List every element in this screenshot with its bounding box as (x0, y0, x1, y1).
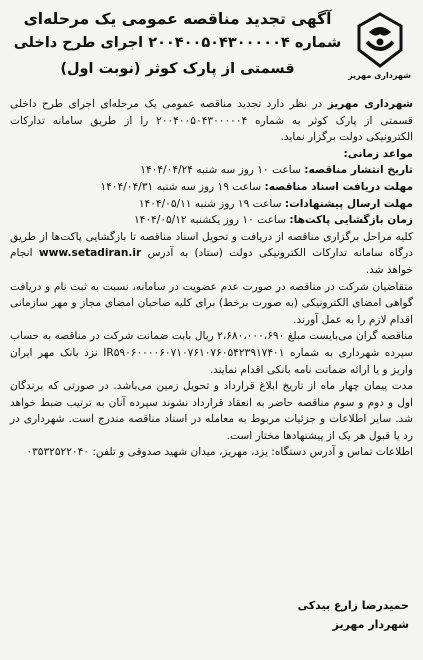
mayor-name: حمیدرضا زارع بیدکی (297, 599, 409, 612)
schedule-label: مهلت ارسال پیشنهادات: (284, 197, 413, 210)
schedule-value: ساعت ۱۹ روز سه شنبه ۱۴۰۴/۰۴/۳۱ (100, 180, 265, 193)
guarantee-paragraph: مناقصه گران می‌بایست مبلغ ۲،۶۸۰،۰۰۰،۶۹۰ ریال بابت ضمانت شرکت در مناقصه به حساب سپرده شهرداری به شماره IR۵۹۰۶۰۰۰۰۶۰۷۱۰۷۶۱۰۷۶۰۵۴۲۳۹۱۷۴۰۱ نزد بانک مهر ایران واریز و یا ارائه ضمانت نامه بانکی اقدام نمایند. (10, 330, 413, 376)
tender-number-line: شماره ۲۰۰۴۰۰۵۰۴۳۰۰۰۰۰۴ اجرای طرح داخلی (13, 35, 342, 51)
contract-terms-paragraph: مدت پیمان چهار ماه از تاریخ ابلاغ قرارداد و تحویل زمین می‌باشد. در صورتی که برندگان اول و دوم و سوم مناقصه حاضر به انعقاد قرارداد نشوند سپرده آنان به ترتیب ضبط خواهد شد. سایر اطلاعات و جزئیات مربوط به معامله در اسناد مناقصه مندرج است. شهرداری در رد یا قبول هر یک از پیشنهادها مختار است. (10, 380, 413, 442)
schedule-row (10, 162, 413, 179)
process-text: کلیه مراحل برگزاری مناقصه از دریافت و تحویل اسناد مناقصه تا بازگشایی پاکت‌ها از طریق درگاه سامانه تدارکات الکترونیکی دولت (ستاد) به آدرس (10, 230, 413, 260)
schedule-row (10, 196, 413, 213)
logo-emblem-icon (355, 12, 405, 70)
setad-url-link[interactable]: www.setadiran.ir (38, 247, 142, 260)
schedule-label: تاریخ انتشار مناقصه: (304, 164, 413, 177)
organization-name: شهرداری مهریز (327, 98, 413, 110)
logo-caption: شهرداری مهریز (348, 71, 411, 80)
process-text-end: انجام خواهد شد. (10, 247, 413, 276)
schedule-value: ساعت ۱۰ روز سه شنبه ۱۴۰۴/۰۴/۲۴ (140, 164, 305, 177)
notice-header (10, 8, 413, 90)
intro-text: در نظر دارد تجدید مناقصه عمومی یک مرحله‌ای اجرای طرح داخلی قسمتی از پارک کوثر به شماره ۲۰۰۴۰۰۵۰۴۳۰۰۰۰۰۴ را از طریق سامانه تدارکات الکترونیکی دولت برگزار نماید. (10, 98, 413, 144)
notice-titles (10, 8, 345, 82)
schedule-row (10, 212, 413, 229)
schedule-label: زمان بازگشایی پاکت‌ها: (289, 214, 413, 227)
mayor-title: شهردار مهریز (332, 618, 409, 631)
intro-paragraph (10, 96, 413, 146)
contact-paragraph: اطلاعات تماس و آدرس دستگاه: یزد، مهریز، میدان شهید صدوقی و تلفن: ۰۳۵۳۲۵۲۲۰۴۰ (26, 446, 413, 459)
schedule-heading: مواعد زمانی: (343, 147, 413, 160)
schedule-label: مهلت دریافت اسناد مناقصه: (264, 180, 413, 193)
signature-block (298, 596, 409, 634)
notice-body (10, 96, 413, 461)
notice-title: آگهی تجدید مناقصه عمومی یک مرحله‌ای (23, 10, 332, 28)
schedule-value: ساعت ۱۰ روز یکشنبه ۱۴۰۴/۰۵/۱۲ (133, 214, 290, 227)
tender-subject-line: قسمتی از پارک کوثر (نوبت اول) (60, 61, 295, 77)
notice-page (10, 8, 413, 648)
process-paragraph (10, 229, 413, 279)
registration-paragraph: متقاضیان شرکت در مناقصه در صورت عدم عضویت در سامانه، نسبت به ثبت نام و دریافت گواهی امضای الکترونیکی (به صورت برخط) برای کلیه صاحبان امضای مجاز و مهر سازمانی اقدام لازم را به عمل آورند. (10, 280, 413, 326)
municipality-logo (349, 12, 411, 86)
schedule-value: ساعت ۱۹ روز شنبه ۱۴۰۴/۰۵/۱۱ (138, 197, 285, 210)
schedule-row (10, 179, 413, 196)
